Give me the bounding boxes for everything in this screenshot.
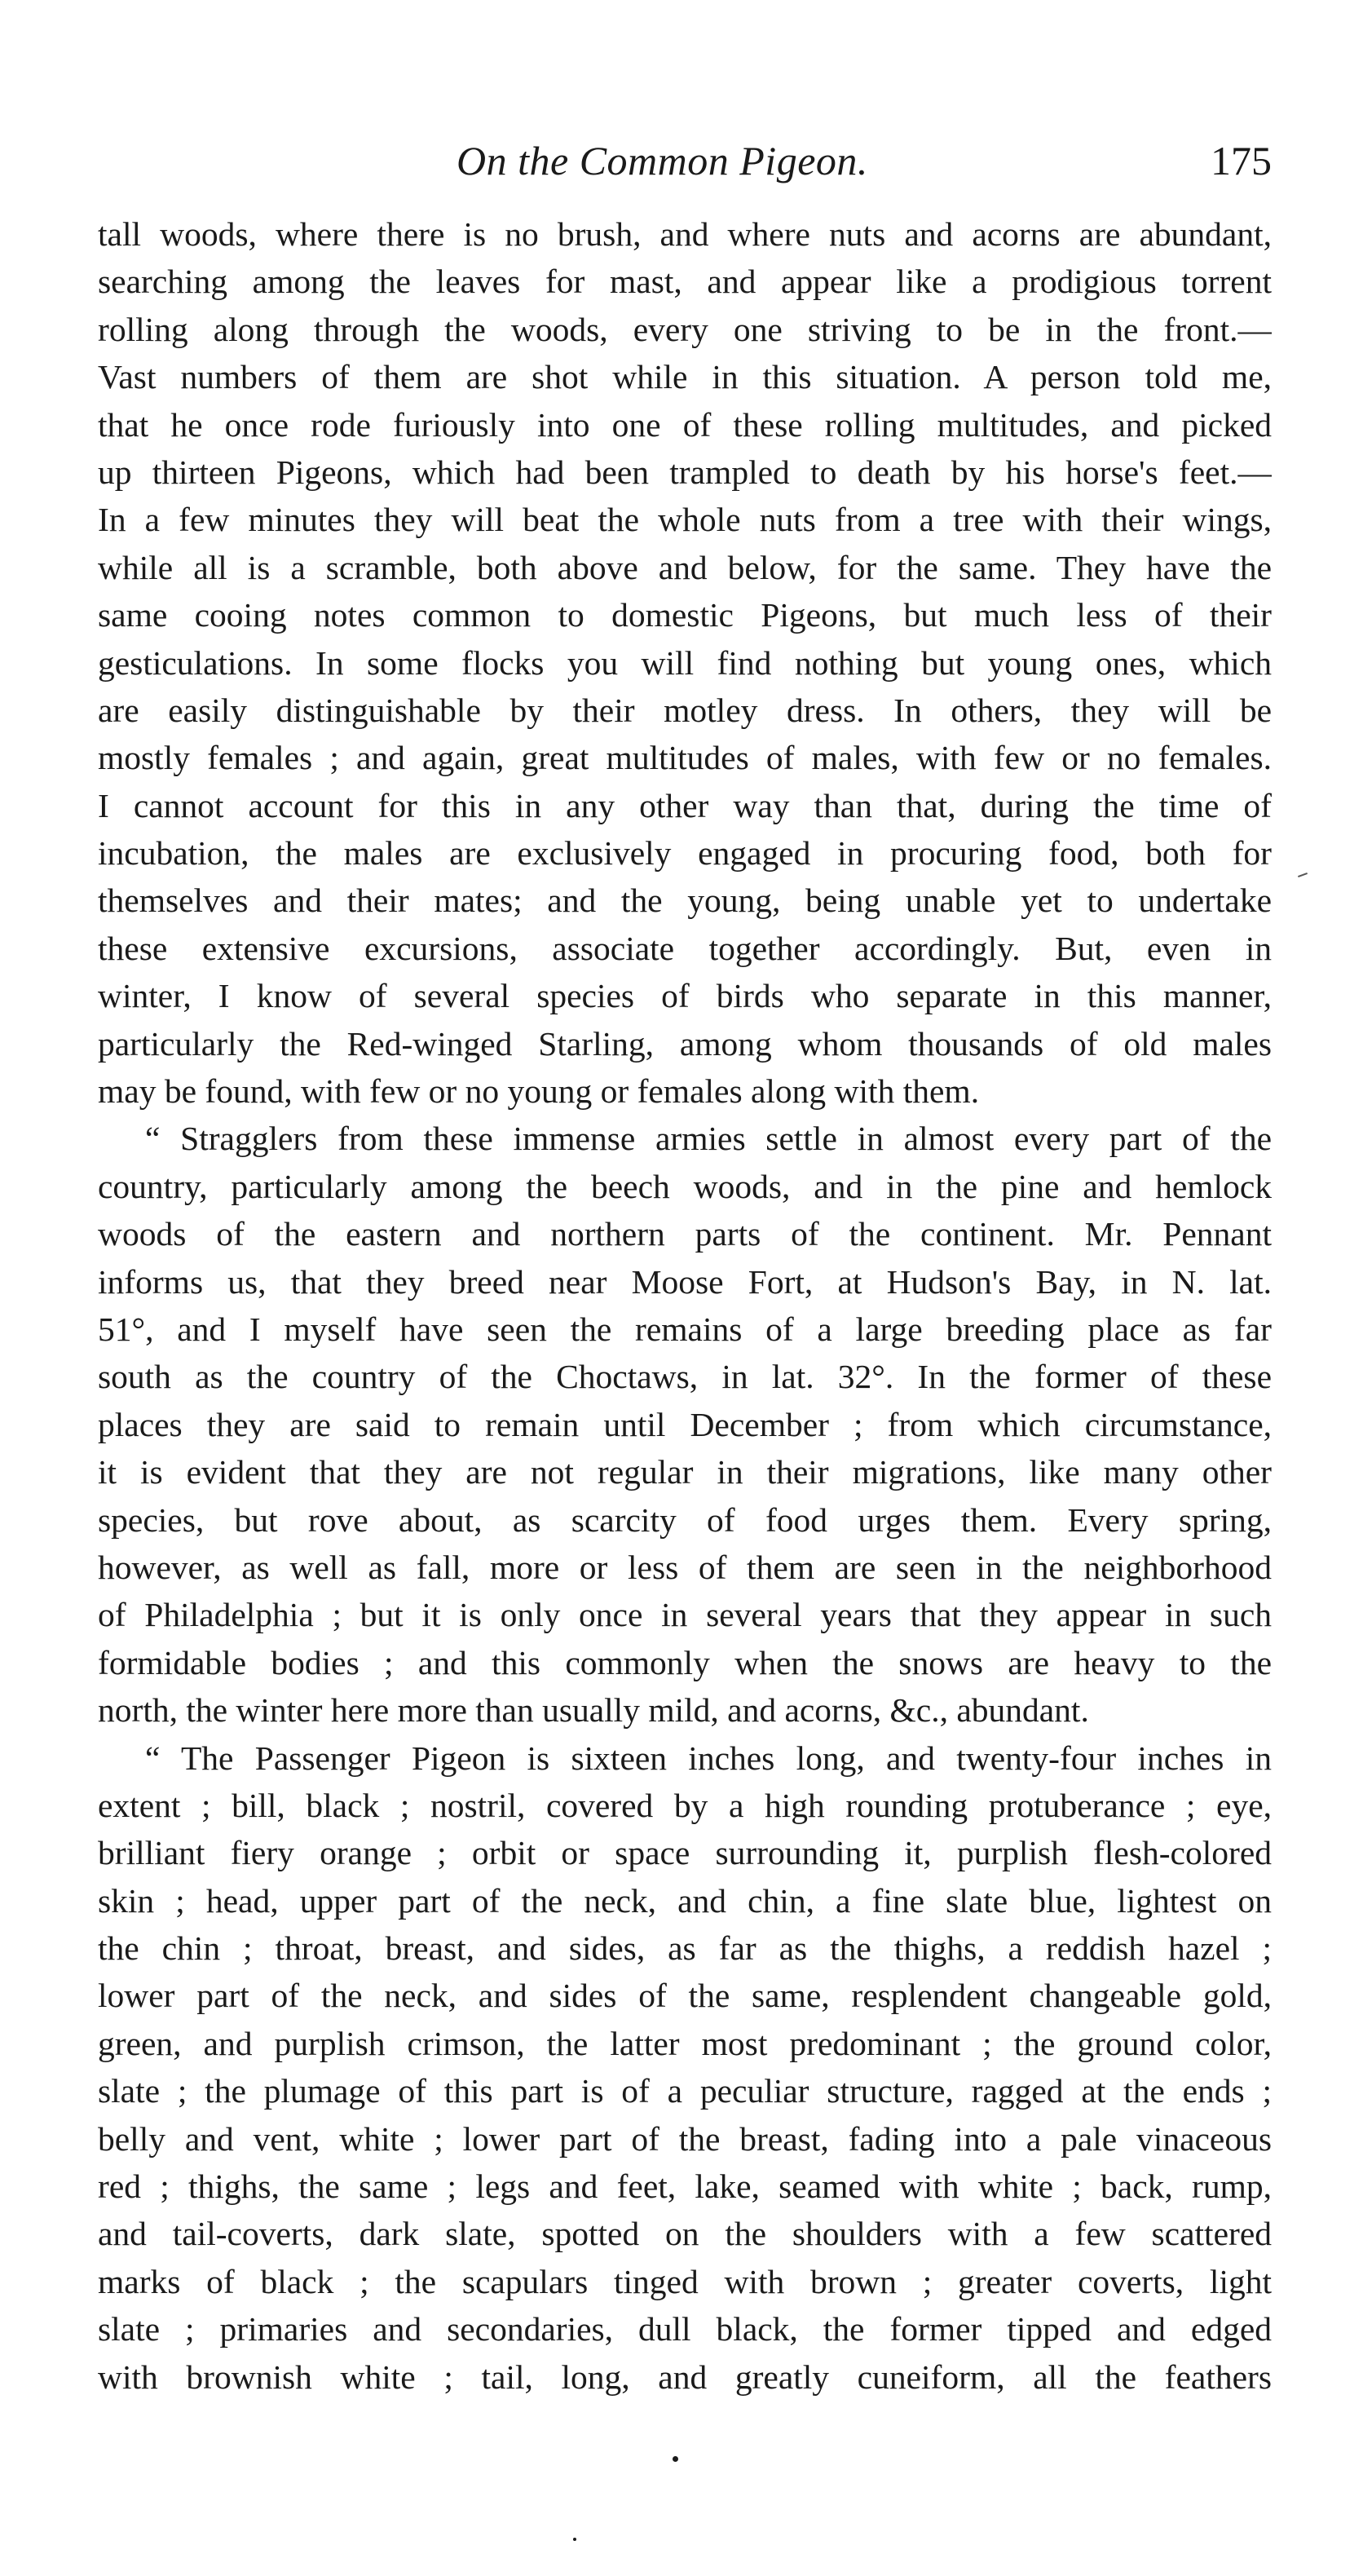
text-line-5: that he once rode furiously into one of these rolling multitudes, and picked bbox=[98, 405, 1272, 444]
text-line-9: same cooing notes common to domestic Pigeons, but much less of their bbox=[98, 596, 1272, 634]
text-line-27: it is evident that they are not regular in their migrations, like many other bbox=[98, 1453, 1272, 1491]
text-line-23: informs us, that they breed near Moose Fort, at Hudson's Bay, in N. lat. bbox=[98, 1262, 1272, 1301]
text-line-30: of Philadelphia ; but it is only once in several years that they appear in such bbox=[98, 1596, 1272, 1634]
text-line-46: with brownish white ; tail, long, and greatly cuneiform, all the feathers bbox=[98, 2357, 1272, 2396]
text-line-11: are easily distinguishable by their motley dress. In others, they will be bbox=[98, 691, 1272, 729]
body-text bbox=[98, 210, 1272, 2401]
text-line-16: these extensive excursions, associate together accordingly. But, even in bbox=[98, 929, 1272, 967]
text-line-34: extent ; bill, black ; nostril, covered by a high rounding protuberance ; eye, bbox=[98, 1786, 1272, 1824]
text-line-21: country, particularly among the beech woods, and in the pine and hemlock bbox=[98, 1167, 1272, 1205]
text-line-22: woods of the eastern and northern parts of the continent. Mr. Pennant bbox=[98, 1215, 1272, 1253]
text-line-12: mostly females ; and again, great multitudes of males, with few or no females. bbox=[98, 739, 1272, 777]
text-line-44: marks of black ; the scapulars tinged with brown ; greater coverts, light bbox=[98, 2262, 1272, 2300]
text-line-39: green, and purplish crimson, the latter most predominant ; the ground color, bbox=[98, 2024, 1272, 2062]
text-line-35: brilliant fiery orange ; orbit or space surrounding it, purplish flesh-colored bbox=[98, 1834, 1272, 1872]
text-line-18: particularly the Red-winged Starling, among whom thousands of old males bbox=[98, 1024, 1272, 1063]
text-line-1: tall woods, where there is no brush, and where nuts and acorns are abundant, bbox=[98, 215, 1272, 253]
text-line-24: 51°, and I myself have seen the remains of a large breeding place as far bbox=[98, 1310, 1272, 1348]
text-line-19: may be found, with few or no young or females along with them. bbox=[98, 1072, 980, 1111]
running-title: On the Common Pigeon. bbox=[457, 138, 868, 183]
text-line-37: the chin ; throat, breast, and sides, as far as the thighs, a reddish hazel ; bbox=[98, 1929, 1272, 1968]
text-line-36: skin ; head, upper part of the neck, and chin, a fine slate blue, lightest on bbox=[98, 1881, 1272, 1920]
text-line-10: gesticulations. In some flocks you will find nothing but young ones, which bbox=[98, 643, 1272, 682]
text-line-43: and tail-coverts, dark slate, spotted on the shoulders with a few scattered bbox=[98, 2215, 1272, 2253]
text-line-26: places they are said to remain until December ; from which circumstance, bbox=[98, 1405, 1272, 1443]
running-head bbox=[98, 137, 1272, 194]
text-line-20: “ Stragglers from these immense armies settle in almost every part of the bbox=[145, 1120, 1272, 1158]
text-line-25: south as the country of the Choctaws, in lat. 32°. In the former of these bbox=[98, 1358, 1272, 1396]
text-line-33: “ The Passenger Pigeon is sixteen inches long, and twenty-four inches in bbox=[145, 1739, 1272, 1777]
text-line-15: themselves and their mates; and the young, being unable yet to undertake bbox=[98, 881, 1272, 920]
text-line-42: red ; thighs, the same ; legs and feet, lake, seamed with white ; back, rump, bbox=[98, 2167, 1272, 2206]
margin-speck bbox=[1298, 873, 1308, 877]
text-line-8: while all is a scramble, both above and below, for the same. They have the bbox=[98, 548, 1272, 586]
text-line-32: north, the winter here more than usually mild, and acorns, &c., abundant. bbox=[98, 1691, 1089, 1730]
text-line-40: slate ; the plumage of this part is of a peculiar structure, ragged at the ends ; bbox=[98, 2072, 1272, 2110]
text-line-31: formidable bodies ; and this commonly when the snows are heavy to the bbox=[98, 1643, 1272, 1681]
text-line-7: In a few minutes they will beat the whole nuts from a tree with their wings, bbox=[98, 501, 1272, 539]
text-line-2: searching among the leaves for mast, and appear like a prodigious torrent bbox=[98, 263, 1272, 301]
text-line-38: lower part of the neck, and sides of the same, resplendent changeable gold, bbox=[98, 1977, 1272, 2015]
text-line-3: rolling along through the woods, every one striving to be in the front.— bbox=[98, 310, 1272, 348]
text-line-6: up thirteen Pigeons, which had been trampled to death by his horse's feet.— bbox=[98, 453, 1272, 491]
text-line-45: slate ; primaries and secondaries, dull black, the former tipped and edged bbox=[98, 2310, 1272, 2348]
text-line-28: species, but rove about, as scarcity of food urges them. Every spring, bbox=[98, 1500, 1272, 1539]
text-line-41: belly and vent, white ; lower part of the breast, fading into a pale vinaceous bbox=[98, 2119, 1272, 2158]
text-line-17: winter, I know of several species of birds who separate in this manner, bbox=[98, 977, 1272, 1015]
page-number: 175 bbox=[1211, 138, 1272, 183]
text-line-29: however, as well as fall, more or less of them are seen in the neighborhood bbox=[98, 1548, 1272, 1586]
ink-speck-small bbox=[573, 2538, 576, 2541]
text-line-13: I cannot account for this in any other way than that, during the time of bbox=[98, 786, 1272, 824]
text-line-4: Vast numbers of them are shot while in this situation. A person told me, bbox=[98, 358, 1272, 396]
ink-speck bbox=[673, 2456, 678, 2462]
text-line-14: incubation, the males are exclusively engaged in procuring food, both for bbox=[98, 834, 1272, 873]
